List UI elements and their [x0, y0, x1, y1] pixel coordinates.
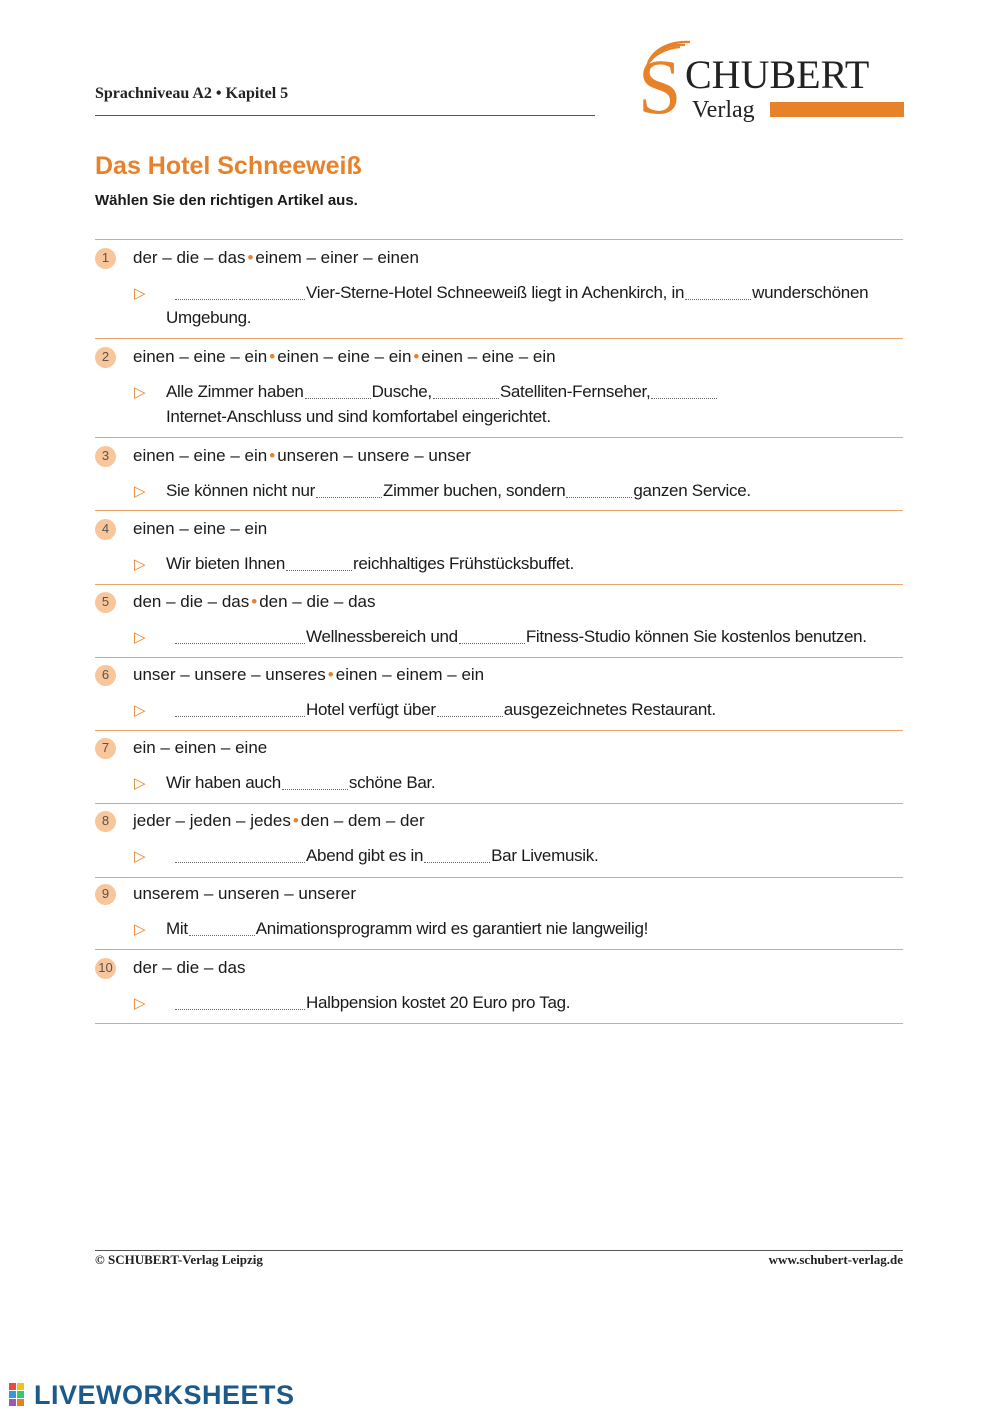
article-options — [133, 738, 267, 758]
sentence-text: Umgebung. — [166, 308, 252, 327]
option-group: den – die – das — [133, 592, 250, 611]
sentence-line — [174, 280, 868, 305]
sentence-line — [166, 305, 251, 330]
exercise-divider — [95, 584, 903, 585]
options-separator-dot: • — [292, 811, 299, 830]
sentence-text: schöne Bar. — [348, 773, 436, 792]
triangle-bullet-icon: ▷ — [134, 702, 146, 719]
option-group: unseren – unsere – unser — [277, 446, 471, 465]
blank-dropdown[interactable] — [175, 629, 237, 644]
sentence-text: Vier-Sterne-Hotel Schneeweiß liegt in Achenkirch, in — [306, 283, 685, 302]
sentence-text: Internet-Anschluss und sind komfortabel eingerichtet. — [166, 407, 551, 426]
blank-dropdown[interactable] — [282, 775, 348, 790]
sentence-text: reichhaltiges Frühstücksbuffet. — [353, 554, 574, 573]
exercise-divider — [95, 803, 903, 804]
option-group: den – dem – der — [300, 811, 425, 830]
level-label: Sprachniveau A2 • Kapitel 5 — [95, 85, 289, 102]
article-options — [133, 248, 419, 268]
sentence-text: Abend gibt es in — [306, 846, 424, 865]
liveworksheets-text: LIVEWORKSHEETS — [34, 1379, 295, 1410]
option-group: einem – einer – einen — [255, 248, 419, 267]
article-options — [133, 592, 375, 612]
logo-brand-rest: CHUBERT — [685, 52, 870, 97]
exercise-number: 2 — [95, 347, 116, 368]
triangle-bullet-icon: ▷ — [134, 556, 146, 573]
sentence-text: ausgezeichnetes Restaurant. — [503, 700, 716, 719]
options-separator-dot: • — [251, 592, 258, 611]
option-group: der – die – das — [133, 248, 246, 267]
sentence-text: wunderschönen — [752, 283, 869, 302]
exercise-number: 6 — [95, 665, 116, 686]
article-options — [133, 665, 484, 685]
liveworksheets-watermark — [8, 1380, 295, 1410]
page-title: Das Hotel Schneeweiß — [95, 152, 362, 180]
blank-dropdown[interactable] — [286, 556, 352, 571]
option-group: einen – einem – ein — [335, 665, 485, 684]
blank-dropdown[interactable] — [239, 702, 305, 717]
blank-dropdown[interactable] — [424, 848, 490, 863]
sentence-line — [166, 404, 551, 429]
exercise-number: 4 — [95, 519, 116, 540]
article-options — [133, 884, 356, 904]
logo-sub: Verlag — [692, 97, 755, 123]
option-group: einen – eine – ein — [277, 347, 412, 366]
sentence-line — [166, 551, 574, 576]
option-group: unser – unsere – unseres — [133, 665, 326, 684]
option-group: ein – einen – eine — [133, 738, 268, 757]
option-group: einen – eine – ein — [133, 446, 268, 465]
blank-dropdown[interactable] — [239, 848, 305, 863]
sentence-text: Animationsprogramm wird es garantiert nie langweilig! — [255, 919, 649, 938]
triangle-bullet-icon: ▷ — [134, 483, 146, 500]
sentence-line — [174, 624, 867, 649]
logo-s: S — [638, 43, 682, 128]
sentence-text: Alle Zimmer haben — [166, 382, 304, 401]
sentence-text: Wellnessbereich und — [306, 627, 458, 646]
blank-dropdown[interactable] — [175, 285, 237, 300]
exercise-number: 3 — [95, 446, 116, 467]
exercise-divider — [95, 657, 903, 658]
exercise-divider — [95, 338, 903, 339]
schubert-logo — [630, 38, 910, 128]
sentence-line — [174, 843, 598, 868]
option-group: unserem – unseren – unserer — [133, 884, 357, 903]
sentence-text: Mit — [166, 919, 188, 938]
option-group: den – die – das — [259, 592, 376, 611]
blank-dropdown[interactable] — [316, 483, 382, 498]
blank-dropdown[interactable] — [651, 384, 717, 399]
options-separator-dot: • — [327, 665, 334, 684]
article-options — [133, 811, 425, 831]
exercise-divider — [95, 730, 903, 731]
exercise-number: 8 — [95, 811, 116, 832]
triangle-bullet-icon: ▷ — [134, 629, 146, 646]
triangle-bullet-icon: ▷ — [134, 285, 146, 302]
blank-dropdown[interactable] — [459, 629, 525, 644]
liveworksheets-icon — [8, 1382, 34, 1408]
blank-dropdown[interactable] — [566, 483, 632, 498]
triangle-bullet-icon: ▷ — [134, 848, 146, 865]
option-group: einen – eine – ein — [133, 519, 268, 538]
exercise-number: 5 — [95, 592, 116, 613]
sentence-text: Wir bieten Ihnen — [166, 554, 285, 573]
exercise-number: 9 — [95, 884, 116, 905]
option-group: einen – eine – ein — [133, 347, 268, 366]
option-group: jeder – jeden – jedes — [133, 811, 291, 830]
exercise-divider — [95, 239, 903, 240]
blank-dropdown[interactable] — [175, 995, 237, 1010]
footer-divider — [95, 1250, 903, 1251]
sentence-line — [166, 478, 751, 503]
options-separator-dot: • — [413, 347, 420, 366]
blank-dropdown[interactable] — [239, 629, 305, 644]
footer-url: www.schubert-verlag.de — [768, 1252, 903, 1267]
exercise-divider — [95, 1023, 903, 1024]
header-divider — [95, 115, 595, 116]
exercise-divider — [95, 510, 903, 511]
exercise-number: 7 — [95, 738, 116, 759]
sentence-text: Zimmer buchen, sondern — [383, 481, 566, 500]
triangle-bullet-icon: ▷ — [134, 995, 146, 1012]
option-group: einen – eine – ein — [421, 347, 556, 366]
options-separator-dot: • — [269, 446, 276, 465]
sentence-line — [166, 916, 648, 941]
sentence-text: Fitness-Studio können Sie kostenlos benutzen. — [525, 627, 867, 646]
sentence-text: Dusche, — [371, 382, 432, 401]
sentence-line — [174, 697, 716, 722]
sentence-text: Bar Livemusik. — [491, 846, 599, 865]
option-group: der – die – das — [133, 958, 246, 977]
sentence-text: ganzen Service. — [633, 481, 751, 500]
article-options — [133, 958, 245, 978]
exercise-divider — [95, 437, 903, 438]
sentence-line — [166, 379, 718, 404]
triangle-bullet-icon: ▷ — [134, 384, 146, 401]
triangle-bullet-icon: ▷ — [134, 921, 146, 938]
article-options — [133, 519, 267, 539]
logo-bar — [770, 102, 904, 117]
options-separator-dot: • — [247, 248, 254, 267]
exercise-divider — [95, 949, 903, 950]
blank-dropdown[interactable] — [239, 995, 305, 1010]
sentence-line — [166, 770, 435, 795]
blank-dropdown[interactable] — [175, 702, 237, 717]
blank-dropdown[interactable] — [437, 702, 503, 717]
blank-dropdown[interactable] — [175, 848, 237, 863]
sentence-text: Sie können nicht nur — [166, 481, 315, 500]
sentence-line — [174, 990, 570, 1015]
instruction: Wählen Sie den richtigen Artikel aus. — [95, 192, 358, 209]
sentence-text: Wir haben auch — [166, 773, 281, 792]
sentence-text: Hotel verfügt über — [306, 700, 436, 719]
article-options — [133, 446, 471, 466]
exercise-divider — [95, 877, 903, 878]
exercise-number: 10 — [95, 958, 116, 979]
blank-dropdown[interactable] — [305, 384, 371, 399]
triangle-bullet-icon: ▷ — [134, 775, 146, 792]
article-options — [133, 347, 556, 367]
sentence-text: Satelliten-Fernseher, — [499, 382, 651, 401]
exercise-number: 1 — [95, 248, 116, 269]
blank-dropdown[interactable] — [189, 921, 255, 936]
blank-dropdown[interactable] — [239, 285, 305, 300]
footer-copyright: © SCHUBERT-Verlag Leipzig — [95, 1252, 263, 1267]
blank-dropdown[interactable] — [685, 285, 751, 300]
options-separator-dot: • — [269, 347, 276, 366]
sentence-text: Halbpension kostet 20 Euro pro Tag. — [306, 993, 571, 1012]
blank-dropdown[interactable] — [433, 384, 499, 399]
